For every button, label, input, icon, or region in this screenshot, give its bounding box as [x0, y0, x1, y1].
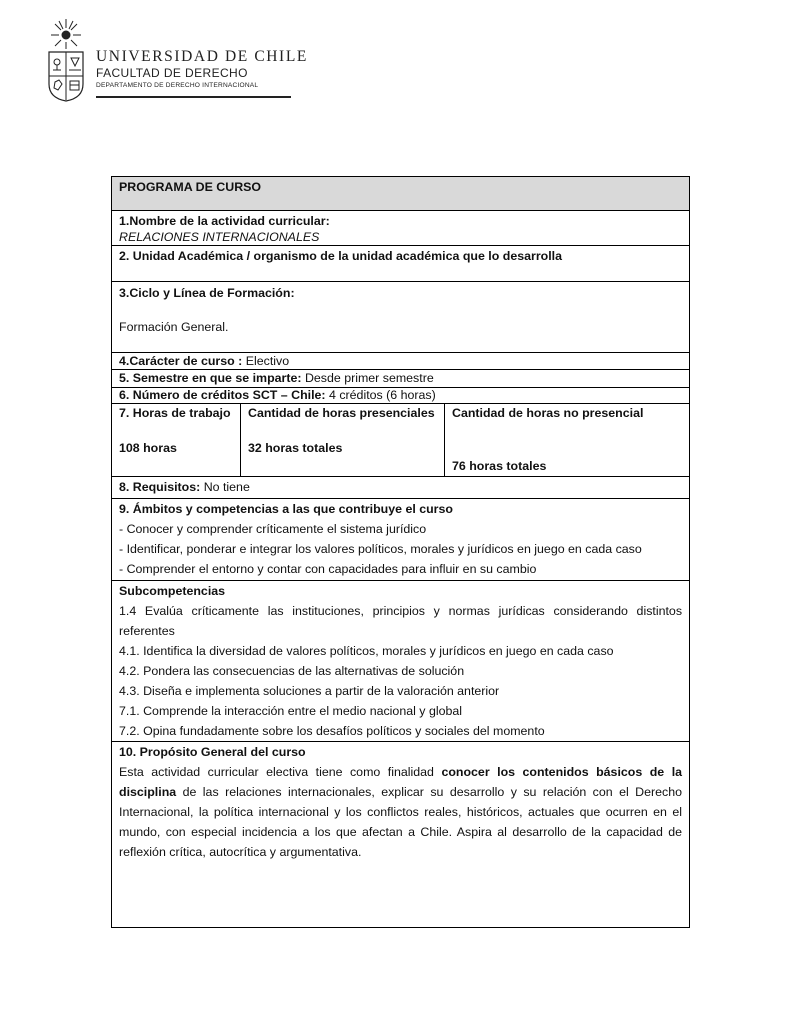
competency-item: - Comprender el entorno y contar con capacidades para influir en su cambio: [119, 562, 537, 576]
university-crest-icon: [46, 18, 86, 102]
section-subcompetencies: [112, 581, 690, 742]
section-cycle: [112, 282, 690, 353]
subcompetency-item: 7.2. Opina fundadamente sobre los desafíos políticos y sociales del momento: [119, 724, 545, 738]
presential-hours-cell: [241, 404, 445, 477]
semester-label: 5. Semestre en que se imparte:: [119, 371, 302, 385]
purpose-text-rest: de las relaciones internacionales, explicar su desarrollo y su relación con el Derecho Internacional, la política internacional y los conflictos reales, históricos, actuales que ocurren en el mundo, con especial incidencia a los que afectan a Chile. Aspira al desarrollo de la capacidad de reflexión crítica, autocrítica y argumentativa.: [119, 785, 683, 859]
purpose-text: [119, 762, 682, 862]
work-hours-cell: [112, 404, 241, 477]
cycle-label: 3.Ciclo y Línea de Formación:: [119, 286, 295, 300]
competency-item: - Identificar, ponderar e integrar los valores políticos, morales y jurídicos en juego en cada caso: [119, 542, 642, 556]
subcompetency-item: 1.4 Evalúa críticamente las instituciones, principios y normas jurídicas considerando distintos referentes: [119, 604, 683, 638]
section-academic-unit: 2. Unidad Académica / organismo de la unidad académica que lo desarrolla: [112, 246, 690, 282]
semester-value: Desde primer semestre: [301, 371, 434, 385]
faculty-name: FACULTAD DE DERECHO: [96, 66, 248, 80]
work-hours-label: 7. Horas de trabajo: [119, 406, 231, 420]
cycle-value: Formación General.: [119, 320, 229, 334]
letterhead: [46, 18, 346, 102]
competencies-label: 9. Ámbitos y competencias a las que contribuye el curso: [119, 502, 453, 516]
course-program-table: [111, 176, 690, 928]
subcompetencies-label: Subcompetencias: [119, 584, 226, 598]
section-purpose: [112, 742, 690, 928]
subcompetency-item: 4.1. Identifica la diversidad de valores políticos, morales y jurídicos en juego en cada caso: [119, 644, 614, 658]
section-course-type: [112, 353, 690, 370]
department-name: DEPARTAMENTO DE DERECHO INTERNACIONAL: [96, 82, 259, 89]
section-requirements: [112, 477, 690, 499]
section-competencies: [112, 499, 690, 581]
purpose-text-start: Esta actividad curricular electiva tiene como finalidad: [119, 765, 442, 779]
purpose-text-emphasis: conocer los contenidos básicos de la disciplina: [119, 765, 683, 799]
work-hours-value: 108 horas: [119, 441, 177, 455]
subcompetency-item: 4.3. Diseña e implementa soluciones a partir de la valoración anterior: [119, 684, 500, 698]
requirements-value: No tiene: [200, 480, 250, 494]
non-presential-hours-label: Cantidad de horas no presencial: [452, 406, 644, 420]
requirements-label: 8. Requisitos:: [119, 480, 201, 494]
section-credits: [112, 388, 690, 404]
institution-block: [96, 48, 308, 89]
presential-hours-value: 32 horas totales: [248, 441, 343, 455]
non-presential-hours-cell: [445, 404, 690, 477]
section-activity-name: [112, 211, 690, 246]
course-type-label: 4.Carácter de curso :: [119, 354, 243, 368]
credits-value: 4 créditos (6 horas): [325, 388, 436, 402]
activity-name-label: 1.Nombre de la actividad curricular:: [119, 214, 330, 228]
course-type-value: Electivo: [242, 354, 290, 368]
university-name: UNIVERSIDAD DE CHILE: [96, 48, 308, 65]
header-divider: [96, 96, 291, 98]
credits-label: 6. Número de créditos SCT – Chile:: [119, 388, 326, 402]
competency-item: - Conocer y comprender críticamente el sistema jurídico: [119, 522, 427, 536]
non-presential-hours-value: 76 horas totales: [452, 459, 547, 473]
subcompetency-item: 7.1. Comprende la interacción entre el medio nacional y global: [119, 704, 463, 718]
presential-hours-label: Cantidad de horas presenciales: [248, 406, 435, 420]
program-title: PROGRAMA DE CURSO: [112, 177, 690, 211]
activity-name-value: RELACIONES INTERNACIONALES: [119, 230, 320, 244]
purpose-label: 10. Propósito General del curso: [119, 745, 306, 759]
subcompetency-item: 4.2. Pondera las consecuencias de las alternativas de solución: [119, 664, 465, 678]
section-semester: [112, 370, 690, 388]
